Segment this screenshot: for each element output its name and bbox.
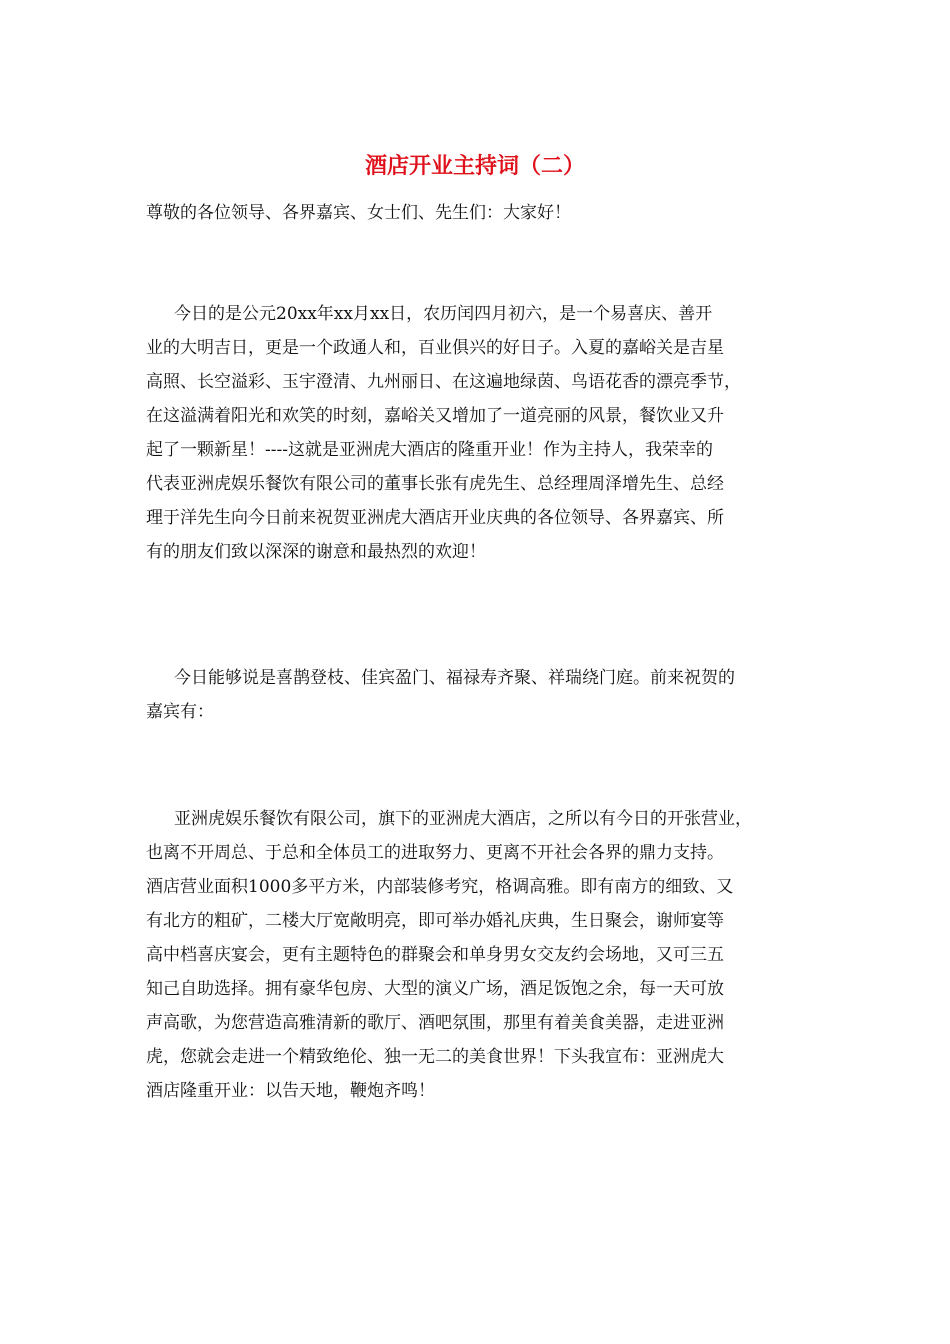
paragraph-line: 声高歌，为您营造高雅清新的歌厅、酒吧氛围，那里有着美食美器，走进亚洲 (146, 1013, 724, 1033)
paragraph-line: 酒店营业面积1000多平方米，内部装修考究，格调高雅。即有南方的细致、又 (146, 877, 734, 897)
paragraph-line: 理于洋先生向今日前来祝贺亚洲虎大酒店开业庆典的各位领导、各界嘉宾、所 (146, 508, 724, 528)
paragraph-line: 业的大明吉日，更是一个政通人和，百业俱兴的好日子。入夏的嘉峪关是吉星 (146, 338, 724, 358)
page-title: 酒店开业主持词（二） (364, 153, 585, 179)
paragraph-line: 有的朋友们致以深深的谢意和最热烈的欢迎！ (146, 542, 486, 562)
paragraph-line: 今日的是公元20xx年xx月xx日，农历闰四月初六，是一个易喜庆、善开 (174, 304, 713, 324)
paragraph-line: 酒店隆重开业：以告天地，鞭炮齐鸣！ (146, 1081, 435, 1101)
paragraph-line: 今日能够说是喜鹊登枝、佳宾盈门、福禄寿齐聚、祥瑞绕门庭。前来祝贺的 (174, 668, 735, 688)
paragraph-3 (146, 802, 810, 1108)
paragraph-line: 亚洲虎娱乐餐饮有限公司，旗下的亚洲虎大酒店，之所以有今日的开张营业， (174, 809, 752, 829)
paragraph-line: 在这溢满着阳光和欢笑的时刻，嘉峪关又增加了一道亮丽的风景，餐饮业又升 (146, 406, 724, 426)
paragraph-1 (146, 297, 810, 569)
paragraph-2 (146, 661, 810, 729)
paragraph-line: 知己自助选择。拥有豪华包房、大型的演义广场，酒足饭饱之余，每一天可放 (146, 979, 724, 999)
paragraph-line: 嘉宾有： (146, 702, 214, 722)
greeting: 尊敬的各位领导、各界嘉宾、女士们、先生们：大家好！ (146, 203, 571, 223)
paragraph-line: 高照、长空溢彩、玉宇澄清、九州丽日、在这遍地绿茵、鸟语花香的漂亮季节， (146, 372, 741, 392)
paragraph-line: 有北方的粗矿，二楼大厅宽敞明亮，即可举办婚礼庆典，生日聚会，谢师宴等 (146, 911, 724, 931)
paragraph-line: 起了一颗新星！----这就是亚洲虎大酒店的隆重开业！作为主持人，我荣幸的 (146, 440, 713, 460)
paragraph-line: 高中档喜庆宴会，更有主题特色的群聚会和单身男女交友约会场地，又可三五 (146, 945, 724, 965)
paragraph-line: 虎，您就会走进一个精致绝伦、独一无二的美食世界！下头我宣布：亚洲虎大 (146, 1047, 724, 1067)
paragraph-line: 也离不开周总、于总和全体员工的进取努力、更离不开社会各界的鼎力支持。 (146, 843, 724, 863)
paragraph-line: 代表亚洲虎娱乐餐饮有限公司的董事长张有虎先生、总经理周泽增先生、总经 (146, 474, 724, 494)
